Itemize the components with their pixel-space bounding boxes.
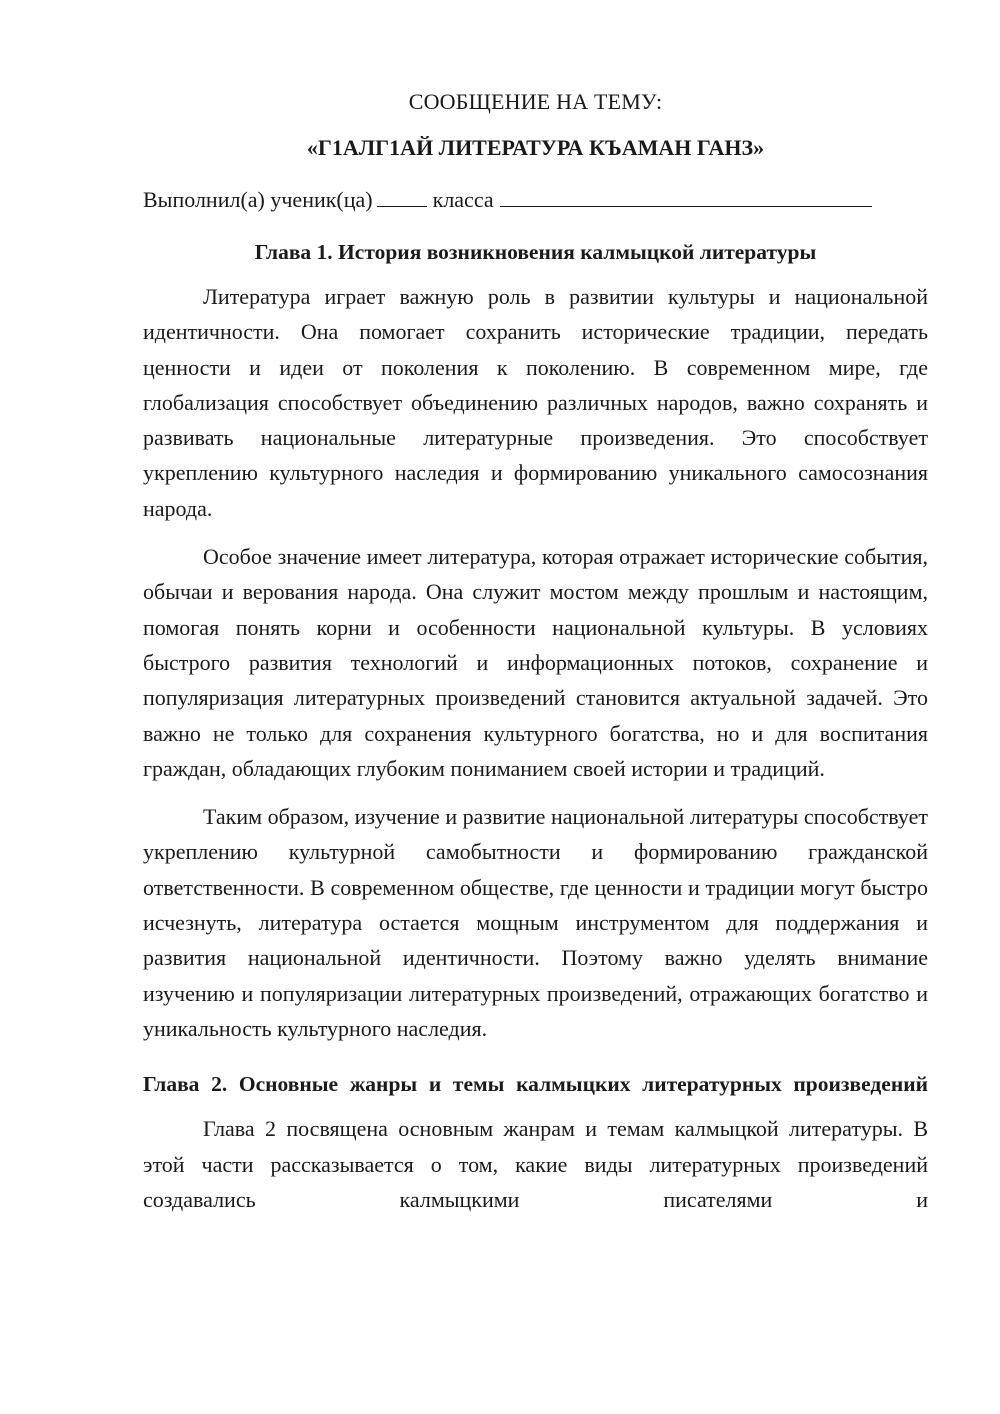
document-title-line-2: «Г1АЛГ1АЙ ЛИТЕРАТУРА КЪАМАН ГАНЗ» xyxy=(306,135,765,160)
chapter-1-heading: Глава 1. История возникновения калмыцкой литературы xyxy=(254,240,817,264)
performed-by-label: Выполнил(а) ученик(ца) xyxy=(143,187,373,212)
class-number-blank xyxy=(377,186,427,207)
performed-by-line xyxy=(143,186,928,214)
document-content xyxy=(143,88,928,1217)
chapter-2-paragraph: Глава 2 посвящена основным жанрам и темам калмыцкой литературы. В этой части рассказывается о том, какие виды литературных произведений создавались калмыцкими писателями и xyxy=(143,1116,928,1212)
class-label: класса xyxy=(432,187,494,212)
student-name-blank xyxy=(500,186,872,207)
document-title-line-1: СООБЩЕНИЕ НА ТЕМУ: xyxy=(408,89,663,114)
chapter-1-paragraph: Таким образом, изучение и развитие национальной литературы способствует укреплению культурной самобытности и формированию гражданской ответственности. В современном обществе, где ценности и традиции могут быстро исчезнуть, литература остается мощным инструментом для поддержания и развития национальной идентичности. Поэтому важно уделять внимание изучению и популяризации литературных произведений, отражающих богатство и уникальность культурного наследия. xyxy=(143,804,928,1041)
chapter-1-paragraph: Литература играет важную роль в развитии культуры и национальной идентичности. Она помогает сохранить исторические традиции, передать ценности и идеи от поколения к поколению. В современном мире, где глобализация способствует объединению различных народов, важно сохранять и развивать национальные литературные произведения. Это способствует укреплению культурного наследия и формированию уникального самосознания народа. xyxy=(143,284,928,521)
chapter-1-paragraph: Особое значение имеет литература, которая отражает исторические события, обычаи и верования народа. Она служит мостом между прошлым и настоящим, помогая понять корни и особенности национальной культуры. В условиях быстрого развития технологий и информационных потоков, сохранение и популяризация литературных произведений становится актуальной задачей. Это важно не только для сохранения культурного богатства, но и для воспитания граждан, обладающих глубоким пониманием своей истории и традиций. xyxy=(143,544,928,781)
chapter-2-heading: Глава 2. Основные жанры и темы калмыцких литературных произведений xyxy=(143,1072,928,1097)
